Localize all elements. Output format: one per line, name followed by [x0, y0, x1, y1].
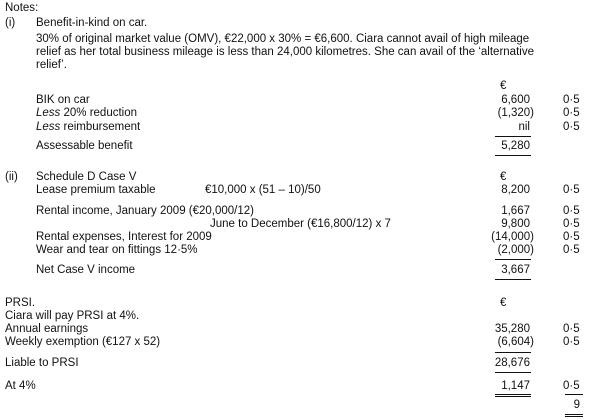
reduction-label: [36, 107, 137, 120]
liable-prsi-label: Liable to PRSI: [5, 357, 79, 369]
bik-label: BIK on car: [36, 94, 90, 106]
total-marks-rule: [565, 394, 583, 395]
rate-label: At 4%: [5, 380, 36, 392]
section-i-total-rule: [495, 136, 531, 137]
reduction-value: (1,320): [497, 107, 534, 119]
lease-mark: 0·5: [563, 184, 580, 196]
prsi-subheading: Ciara will pay PRSI at 4%.: [5, 310, 140, 322]
rental-income-2-mark: 0·5: [563, 218, 580, 230]
annual-earnings-label: Annual earnings: [5, 323, 89, 335]
reduction-mark: 0·5: [563, 107, 580, 119]
weekly-exemption-value: (6,604): [497, 336, 534, 348]
reimbursement-text: reimbursement: [60, 121, 141, 133]
rental-expenses-mark: 0·5: [563, 231, 580, 243]
section-ii-currency: €: [500, 171, 507, 183]
wear-tear-value: (2,000): [497, 244, 534, 256]
section-i-para-line-2: relief as her total business mileage is less than 24,000 kilometres. She can avail of the ‘alternative: [36, 46, 534, 58]
liable-prsi-value: 28,676: [494, 357, 530, 369]
section-i-number: (i): [5, 17, 16, 29]
weekly-exemption-mark: 0·5: [563, 336, 580, 348]
prsi-final-double-underline: [495, 394, 531, 397]
annual-earnings-value: 35,280: [494, 323, 530, 335]
notes-label: Notes:: [5, 2, 39, 14]
rental-income-1-mark: 0·5: [563, 205, 580, 217]
prsi-heading: PRSI.: [5, 297, 36, 309]
rate-value: 1,147: [501, 380, 530, 392]
section-i-heading: Benefit-in-kind on car.: [36, 17, 148, 29]
wear-tear-mark: 0·5: [563, 244, 580, 256]
section-i-currency: €: [500, 80, 507, 92]
prsi-currency: €: [500, 297, 507, 309]
section-ii-number: (ii): [5, 171, 18, 183]
weekly-exemption-label: Weekly exemption (€127 x 52): [5, 336, 161, 348]
bik-value: 6,600: [501, 94, 530, 106]
reimbursement-prefix: Less: [36, 121, 61, 133]
net-case-v-value: 3,667: [501, 264, 530, 276]
reimbursement-value: nil: [518, 121, 530, 133]
assessable-benefit-value: 5,280: [501, 140, 530, 152]
rental-income-1-value: 1,667: [501, 205, 530, 217]
assessable-benefit-label: Assessable benefit: [36, 140, 133, 152]
rental-expenses-value: (14,000): [491, 231, 534, 243]
lease-value: 8,200: [501, 184, 530, 196]
reduction-prefix: Less: [36, 107, 61, 119]
section-i-total-underline: [495, 155, 531, 156]
net-case-v-label: Net Case V income: [36, 264, 136, 276]
section-ii-heading: Schedule D Case V: [36, 171, 137, 183]
annual-earnings-mark: 0·5: [563, 323, 580, 335]
section-ii-total-underline: [495, 279, 531, 280]
lease-label: Lease premium taxable: [36, 184, 156, 196]
rental-income-1-label: Rental income, January 2009 (€20,000/12): [36, 205, 255, 217]
wear-tear-label: Wear and tear on fittings 12·5%: [36, 244, 198, 256]
rental-income-2-label: June to December (€16,800/12) x 7: [210, 218, 391, 230]
section-i-para-line-3: relief’.: [36, 59, 67, 71]
rate-mark: 0·5: [563, 380, 580, 392]
bik-mark: 0·5: [563, 94, 580, 106]
total-marks-double-underline: [565, 414, 583, 417]
rental-expenses-label: Rental expenses, Interest for 2009: [36, 231, 212, 243]
reduction-text: 20% reduction: [60, 107, 138, 119]
section-ii-total-rule: [495, 259, 531, 260]
prsi-liable-rule: [495, 352, 531, 353]
total-marks: 9: [573, 399, 580, 411]
reimbursement-mark: 0·5: [563, 121, 580, 133]
rental-income-2-value: 9,800: [501, 218, 530, 230]
section-i-para-line-1: 30% of original market value (OMV), €22,000 x 30% = €6,600. Ciara cannot avail of high mileage: [36, 33, 530, 45]
lease-calc: €10,000 x (51 – 10)/50: [205, 184, 321, 196]
reimbursement-label: [36, 121, 140, 134]
prsi-liable-underline: [495, 372, 531, 373]
